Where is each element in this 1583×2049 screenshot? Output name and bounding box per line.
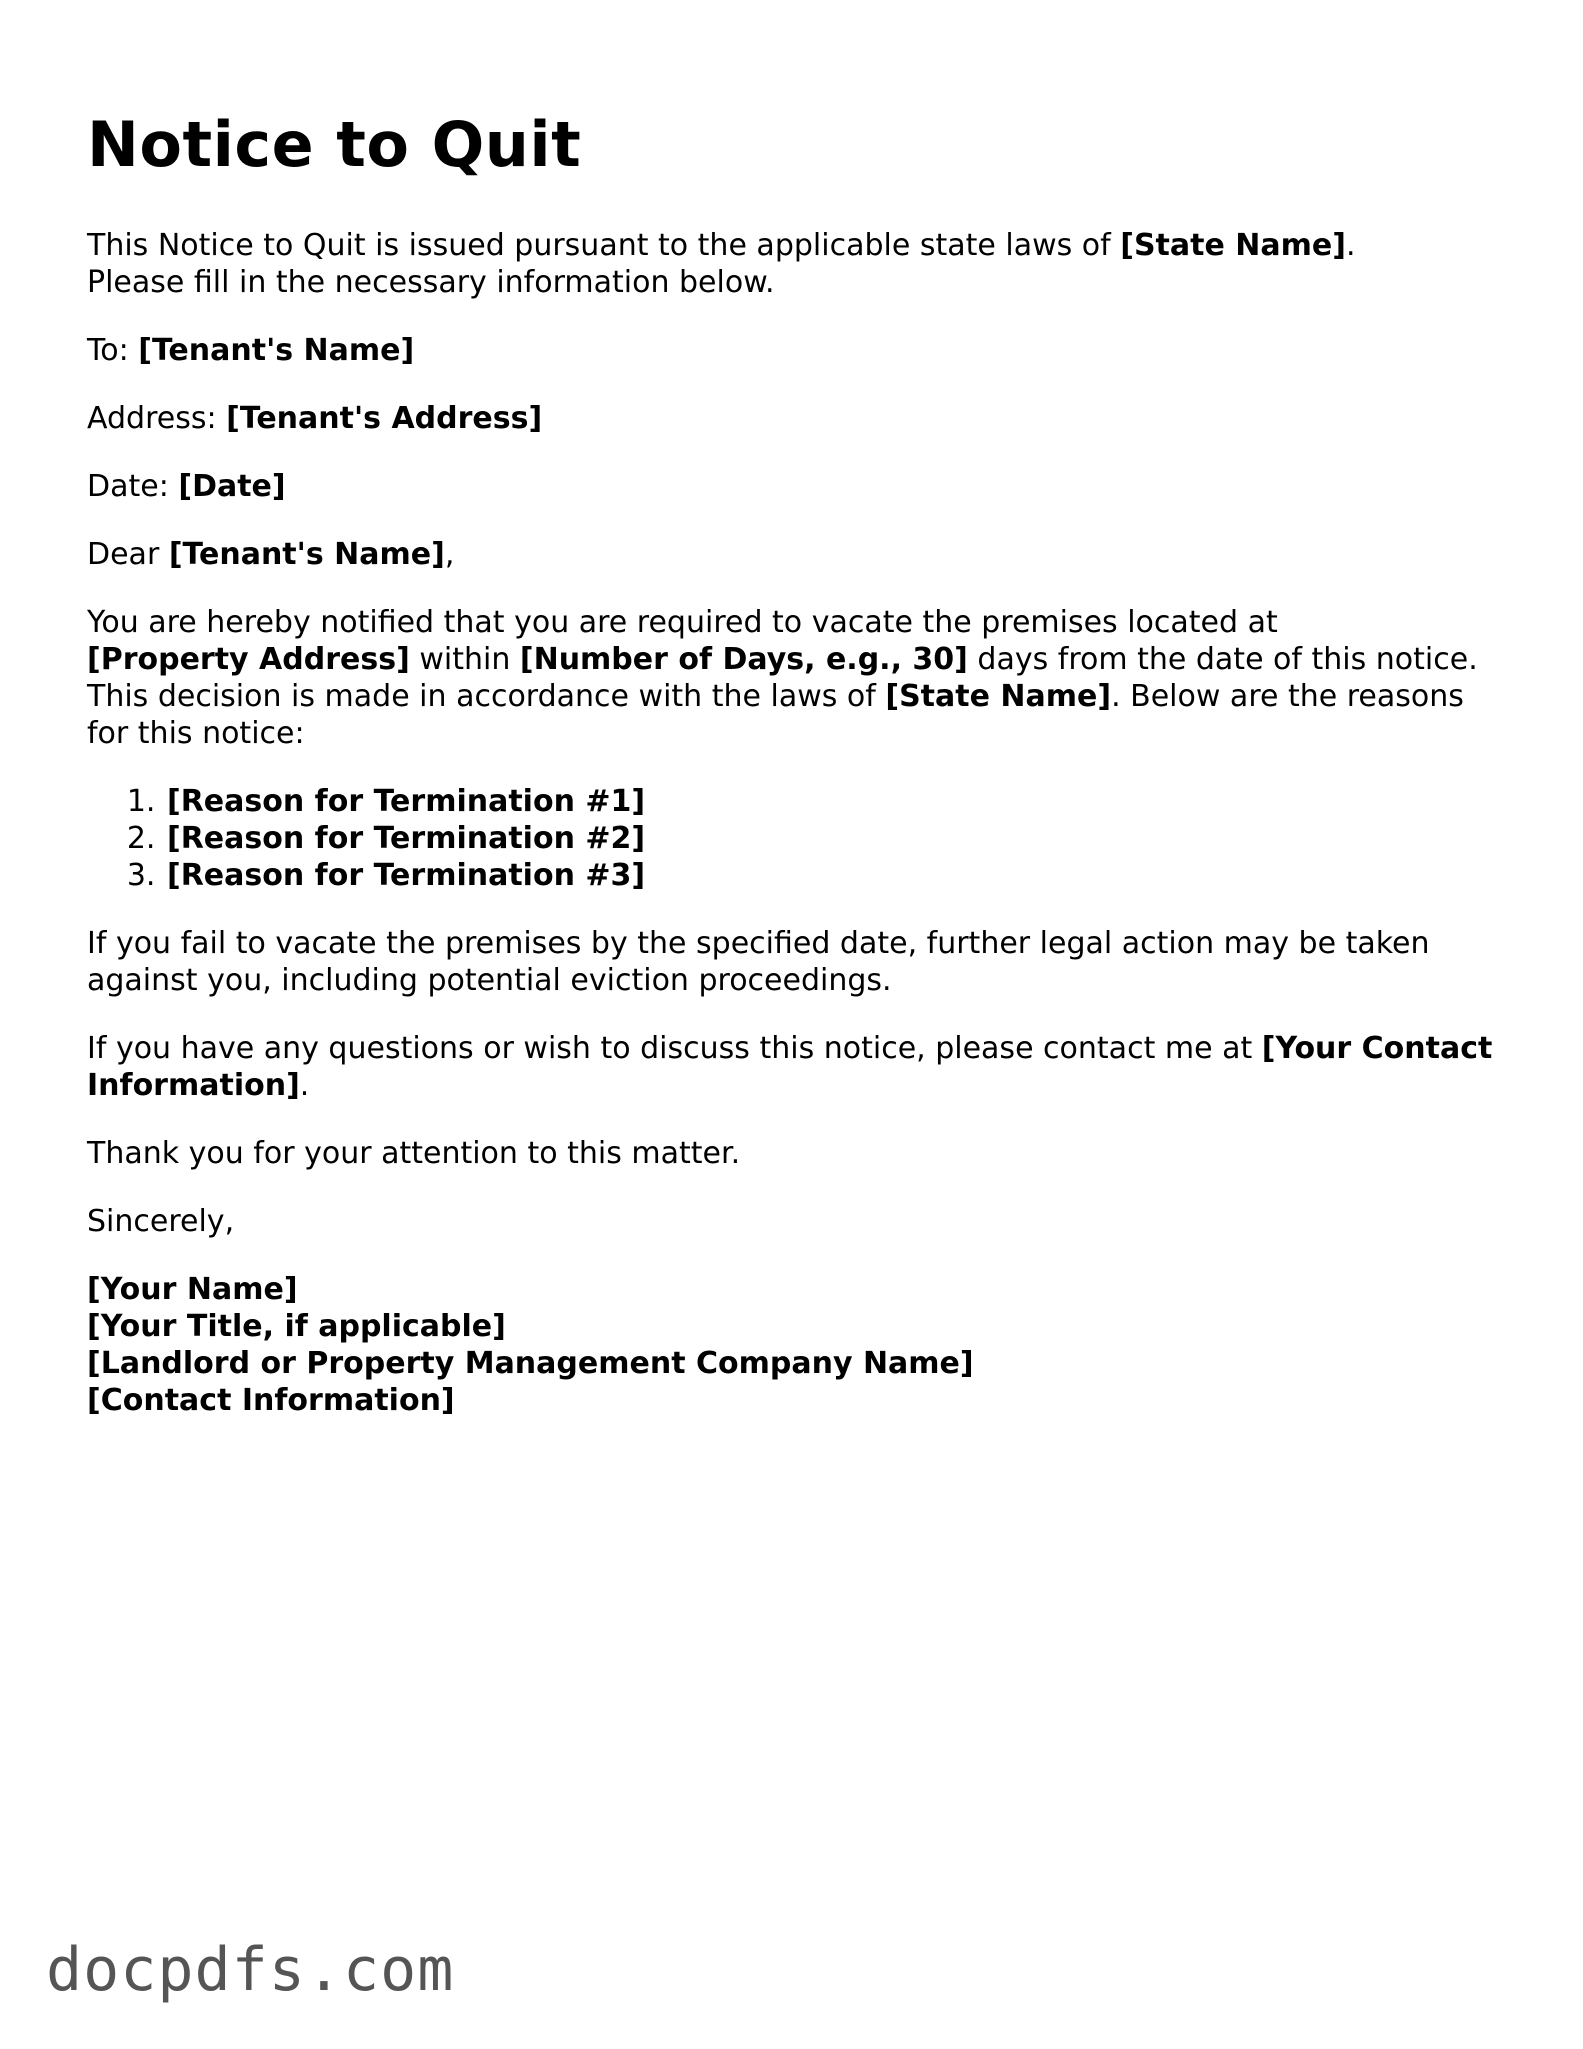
date-placeholder: [Date] <box>178 469 286 505</box>
list-item <box>165 857 1497 894</box>
property-address-placeholder: [Property Address] <box>87 642 410 678</box>
reason-3: [Reason for Termination #3] <box>167 858 646 894</box>
signature-block <box>87 1271 1497 1419</box>
signature-company: [Landlord or Property Management Company Name] <box>87 1346 974 1382</box>
contact-period: . <box>299 1068 310 1104</box>
warning-paragraph: If you fail to vacate the premises by the specified date, further legal action may be taken against you, including potential eviction proceedings. <box>87 926 1430 999</box>
notice-document <box>87 108 1497 1419</box>
body-text-3: days from the date of this notice. This decision is made in accordance with the laws of <box>87 642 1478 715</box>
reason-1: [Reason for Termination #1] <box>167 784 646 820</box>
intro-text: This Notice to Quit is issued pursuant to the applicable state laws of <box>87 228 1121 264</box>
page-title: Notice to Quit <box>87 108 582 181</box>
thanks-paragraph: Thank you for your attention to this matter. <box>87 1136 741 1172</box>
intro-instruction: Please fill in the necessary information below. <box>87 265 775 301</box>
number-of-days-placeholder: [Number of Days, e.g., 30] <box>519 642 968 678</box>
contact-text: If you have any questions or wish to discuss this notice, please contact me at <box>87 1031 1262 1067</box>
body-paragraph <box>87 604 1497 752</box>
intro-period: . <box>1345 228 1356 264</box>
salutation-tenant-placeholder: [Tenant's Name] <box>168 537 445 573</box>
date-line <box>87 468 1497 505</box>
address-line <box>87 400 1497 437</box>
contact-paragraph <box>87 1030 1497 1104</box>
salutation-label: Dear <box>87 537 169 573</box>
body-text-4: . Below are the reasons for this notice: <box>87 679 1464 752</box>
signature-name: [Your Name] <box>87 1272 298 1308</box>
body-state-placeholder: [State Name] <box>885 679 1112 715</box>
intro-paragraph <box>87 227 1497 301</box>
reasons-list <box>87 783 1497 894</box>
reason-2: [Reason for Termination #2] <box>167 821 646 857</box>
tenant-address-placeholder: [Tenant's Address] <box>226 401 543 437</box>
list-item <box>165 783 1497 820</box>
tenant-name-placeholder: [Tenant's Name] <box>138 333 415 369</box>
address-label: Address: <box>87 401 227 437</box>
signature-title: [Your Title, if applicable] <box>87 1309 506 1345</box>
salutation-comma: , <box>444 537 455 573</box>
contact-info-placeholder: [Your Contact Information] <box>87 1031 1493 1104</box>
body-text-2: within <box>409 642 520 678</box>
list-item <box>165 820 1497 857</box>
closing: Sincerely, <box>87 1204 235 1240</box>
signature-contact: [Contact Information] <box>87 1383 455 1419</box>
to-line <box>87 332 1497 369</box>
state-name-placeholder: [State Name] <box>1120 228 1346 264</box>
body-text-1: You are hereby notified that you are required to vacate the premises located at <box>87 605 1278 641</box>
date-label: Date: <box>87 469 179 505</box>
watermark: docpdfs.com <box>46 1935 455 2005</box>
salutation <box>87 536 1497 573</box>
to-label: To: <box>87 333 139 369</box>
